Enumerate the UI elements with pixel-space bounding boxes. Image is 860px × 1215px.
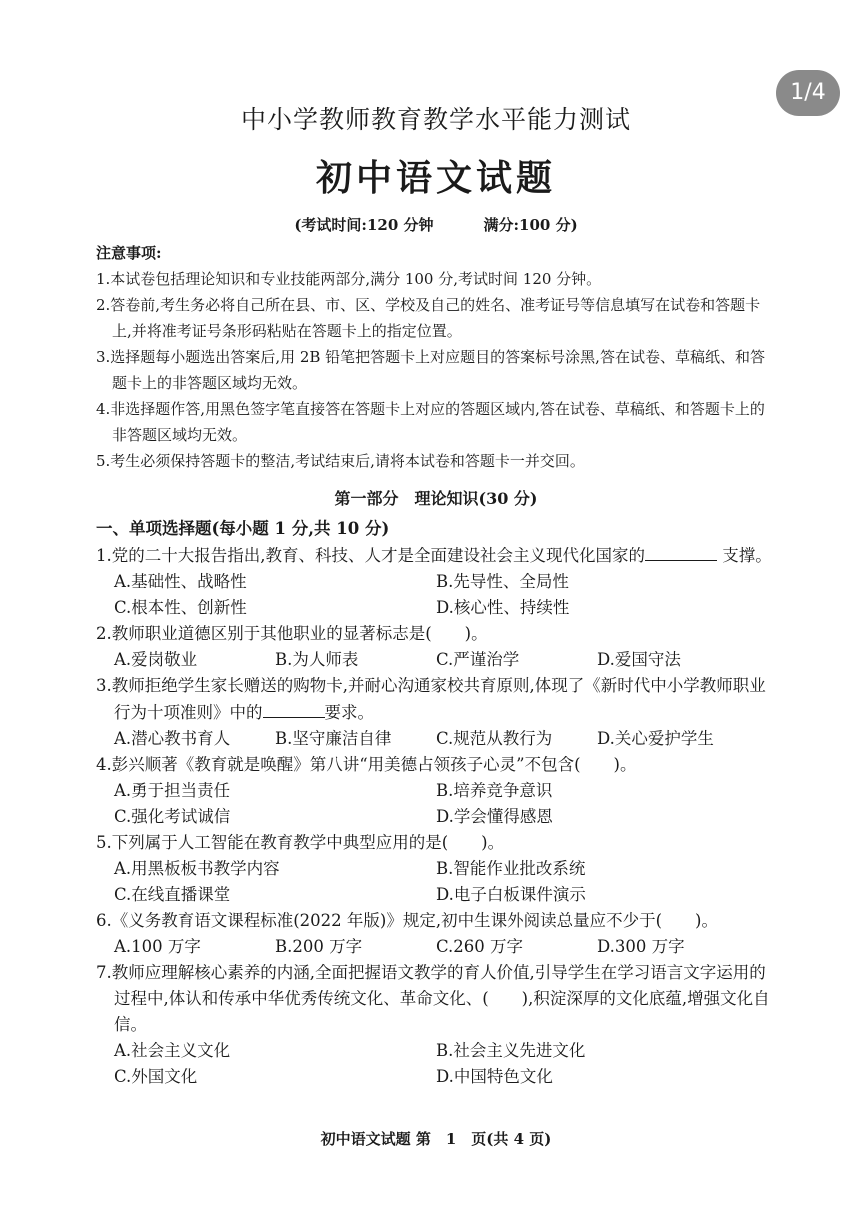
option: C.严谨治学 xyxy=(436,650,520,669)
exam-time: (考试时间:120 分钟 xyxy=(294,216,434,234)
option: C.在线直播课堂 xyxy=(114,885,231,904)
question-options xyxy=(96,934,776,960)
option: B.社会主义先进文化 xyxy=(436,1041,586,1060)
question-options xyxy=(96,726,776,752)
question-options xyxy=(96,778,776,804)
option: C.260 万字 xyxy=(436,937,524,956)
notes-heading: 注意事项: xyxy=(96,244,162,262)
notes-item: 3.选择题每小题选出答案后,用 2B 铅笔把答题卡上对应题目的答案标号涂黑,答在试卷、草稿纸、和答题卡上的非答题区域均无效。 xyxy=(96,348,765,392)
exam-subtitle: 中小学教师教育教学水平能力测试 xyxy=(240,105,631,134)
notes-section xyxy=(96,240,776,474)
option: A.100 万字 xyxy=(114,937,201,956)
option: D.300 万字 xyxy=(597,937,685,956)
notes-item: 5.考生必须保持答题卡的整洁,考试结束后,请将本试卷和答题卡一并交回。 xyxy=(96,452,585,470)
exam-title: 初中语文试题 xyxy=(315,157,556,199)
question-options xyxy=(96,856,776,882)
answer-blank xyxy=(263,699,325,718)
question-options xyxy=(96,1064,776,1090)
option: C.规范从教行为 xyxy=(436,729,553,748)
option: B.坚守廉洁自律 xyxy=(275,729,392,748)
question-stem: 6.《义务教育语文课程标准(2022 年版)》规定,初中生课外阅读总量应不少于( )。 xyxy=(96,911,718,930)
answer-blank xyxy=(645,542,717,561)
option: B.先导性、全局性 xyxy=(436,572,569,591)
option: D.核心性、持续性 xyxy=(436,598,570,617)
option: C.强化考试诚信 xyxy=(114,807,231,826)
option: D.中国特色文化 xyxy=(436,1067,553,1086)
questions-list xyxy=(96,516,776,1090)
question-stem: 3.教师拒绝学生家长赠送的购物卡,并耐心沟通家校共育原则,体现了《新时代中小学教师职业行为十项准则》中的 要求。 xyxy=(96,676,766,722)
option: C.根本性、创新性 xyxy=(114,598,247,617)
question-options xyxy=(96,882,776,908)
question-options xyxy=(96,569,776,595)
question-type-heading: 一、单项选择题(每小题 1 分,共 10 分) xyxy=(96,519,390,538)
option: A.潜心教书育人 xyxy=(114,729,231,748)
section-title: 第一部分 理论知识(30 分) xyxy=(334,489,538,508)
option: D.电子白板课件演示 xyxy=(436,885,586,904)
question-stem: 5.下列属于人工智能在教育教学中典型应用的是( )。 xyxy=(96,833,505,852)
question-stem: 2.教师职业道德区别于其他职业的显著标志是( )。 xyxy=(96,624,488,643)
option: C.外国文化 xyxy=(114,1067,198,1086)
option: B.为人师表 xyxy=(275,650,359,669)
question-options xyxy=(96,647,776,673)
question-stem: 7.教师应理解核心素养的内涵,全面把握语文教学的育人价值,引导学生在学习语言文字运用的过程中,体认和传承中华优秀传统文化、革命文化、( ),积淀深厚的文化底蕴,增强文化自信。 xyxy=(96,963,770,1034)
question-options xyxy=(96,1038,776,1064)
option: B.智能作业批改系统 xyxy=(436,859,586,878)
notes-item: 1.本试卷包括理论知识和专业技能两部分,满分 100 分,考试时间 120 分钟。 xyxy=(96,270,602,288)
page-indicator-badge: 1/4 xyxy=(776,70,840,116)
option: D.爱国守法 xyxy=(597,650,681,669)
question-stem: 1.党的二十大报告指出,教育、科技、人才是全面建设社会主义现代化国家的 支撑。 xyxy=(96,542,776,569)
question-stem: 4.彭兴顺著《教育就是唤醒》第八讲“用美德占领孩子心灵”不包含( )。 xyxy=(96,755,637,774)
option: A.用黑板板书教学内容 xyxy=(114,859,280,878)
option: A.勇于担当责任 xyxy=(114,781,231,800)
option: A.社会主义文化 xyxy=(114,1041,231,1060)
question-options xyxy=(96,595,776,621)
option: B.培养竞争意识 xyxy=(436,781,553,800)
exam-score: 满分:100 分) xyxy=(483,216,578,234)
exam-info xyxy=(96,214,776,235)
option: A.基础性、战略性 xyxy=(114,572,247,591)
page-footer: 初中语文试题 第 1 页(共 4 页) xyxy=(320,1130,552,1148)
option: B.200 万字 xyxy=(275,937,363,956)
option: D.关心爱护学生 xyxy=(597,729,714,748)
notes-item: 2.答卷前,考生务必将自己所在县、市、区、学校及自己的姓名、准考证号等信息填写在试卷和答题卡上,并将准考证号条形码粘贴在答题卡上的指定位置。 xyxy=(96,296,761,340)
question-options xyxy=(96,804,776,830)
notes-item: 4.非选择题作答,用黑色签字笔直接答在答题卡上对应的答题区域内,答在试卷、草稿纸、和答题卡上的非答题区域均无效。 xyxy=(96,400,765,444)
option: A.爱岗敬业 xyxy=(114,650,198,669)
option: D.学会懂得感恩 xyxy=(436,807,553,826)
